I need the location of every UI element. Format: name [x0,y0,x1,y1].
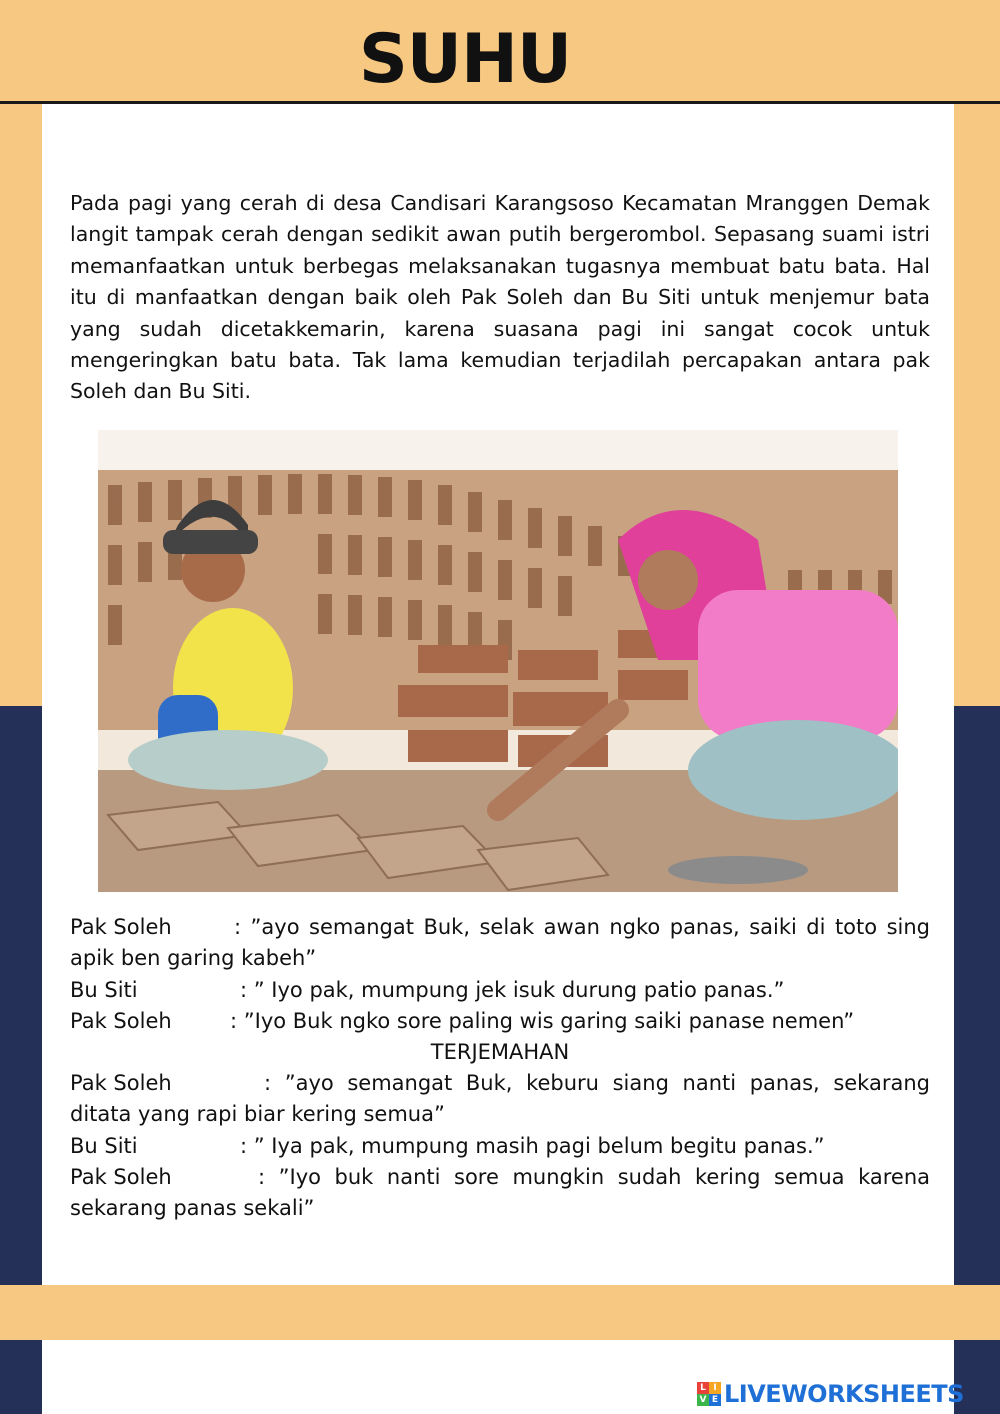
story-paragraph: Pada pagi yang cerah di desa Candisari Karangsoso Kecamatan Mranggen Demak langit tampak cerah dengan sedikit awan putih bergerombol. Sepasang suami istri memanfaatkan untuk berbegas melaksanakan tugasnya membuat batu bata. Hal itu di manfaatkan dengan baik oleh Pak Soleh dan Bu Siti untuk menjemur bata yang sudah dicetakkemarin, karena suasana pagi ini sangat cocok untuk mengeringkan batu bata. Tak lama kemudian terjadilah percapakan antara pak Soleh dan Bu Siti. [70,191,930,404]
liveworksheets-logo-icon: L I V E [697,1382,721,1406]
speaker-name: Bu Siti [70,1134,138,1158]
dialogue-line-2 [70,975,930,1006]
speaker-name: Pak Soleh [70,915,172,939]
dialogue-line-1 [70,912,930,975]
page-title: SUHU [358,20,572,99]
liveworksheets-logo[interactable] [697,1380,964,1408]
brick-makers-photo [98,430,898,892]
speaker-name: Pak Soleh [70,1009,172,1033]
dialogue-text: : ” Iyo pak, mumpung jek isuk durung patio panas.” [240,978,785,1002]
dialogue-text: : ” Iya pak, mumpung masih pagi belum begitu panas.” [240,1134,825,1158]
translation-line-1 [70,1068,930,1131]
dialogue-text: : ”ayo semangat Buk, selak awan ngko panas, saiki di toto sing apik ben garing kabeh” [70,915,930,971]
speaker-name: Pak Soleh [70,1165,172,1189]
speaker-name: Pak Soleh [70,1071,172,1095]
translation-line-2 [70,1131,930,1162]
translation-heading: TERJEMAHAN [430,1040,570,1064]
dialogue-text: : ”Iyo buk nanti sore mungkin sudah kering semua karena sekarang panas sekali” [70,1165,930,1221]
dialogue-text: : ”Iyo Buk ngko sore paling wis garing saiki panase nemen” [230,1009,855,1033]
speaker-name: Bu Siti [70,978,138,1002]
translation-line-3 [70,1162,930,1225]
liveworksheets-logo-text: LIVEWORKSHEETS [724,1380,964,1408]
footer-band-orange [0,1285,1000,1340]
dialogue-text: : ”ayo semangat Buk, keburu siang nanti panas, sekarang ditata yang rapi biar kering semua” [70,1071,930,1127]
dialogue-line-3 [70,1006,930,1037]
header-rule [0,101,1000,104]
